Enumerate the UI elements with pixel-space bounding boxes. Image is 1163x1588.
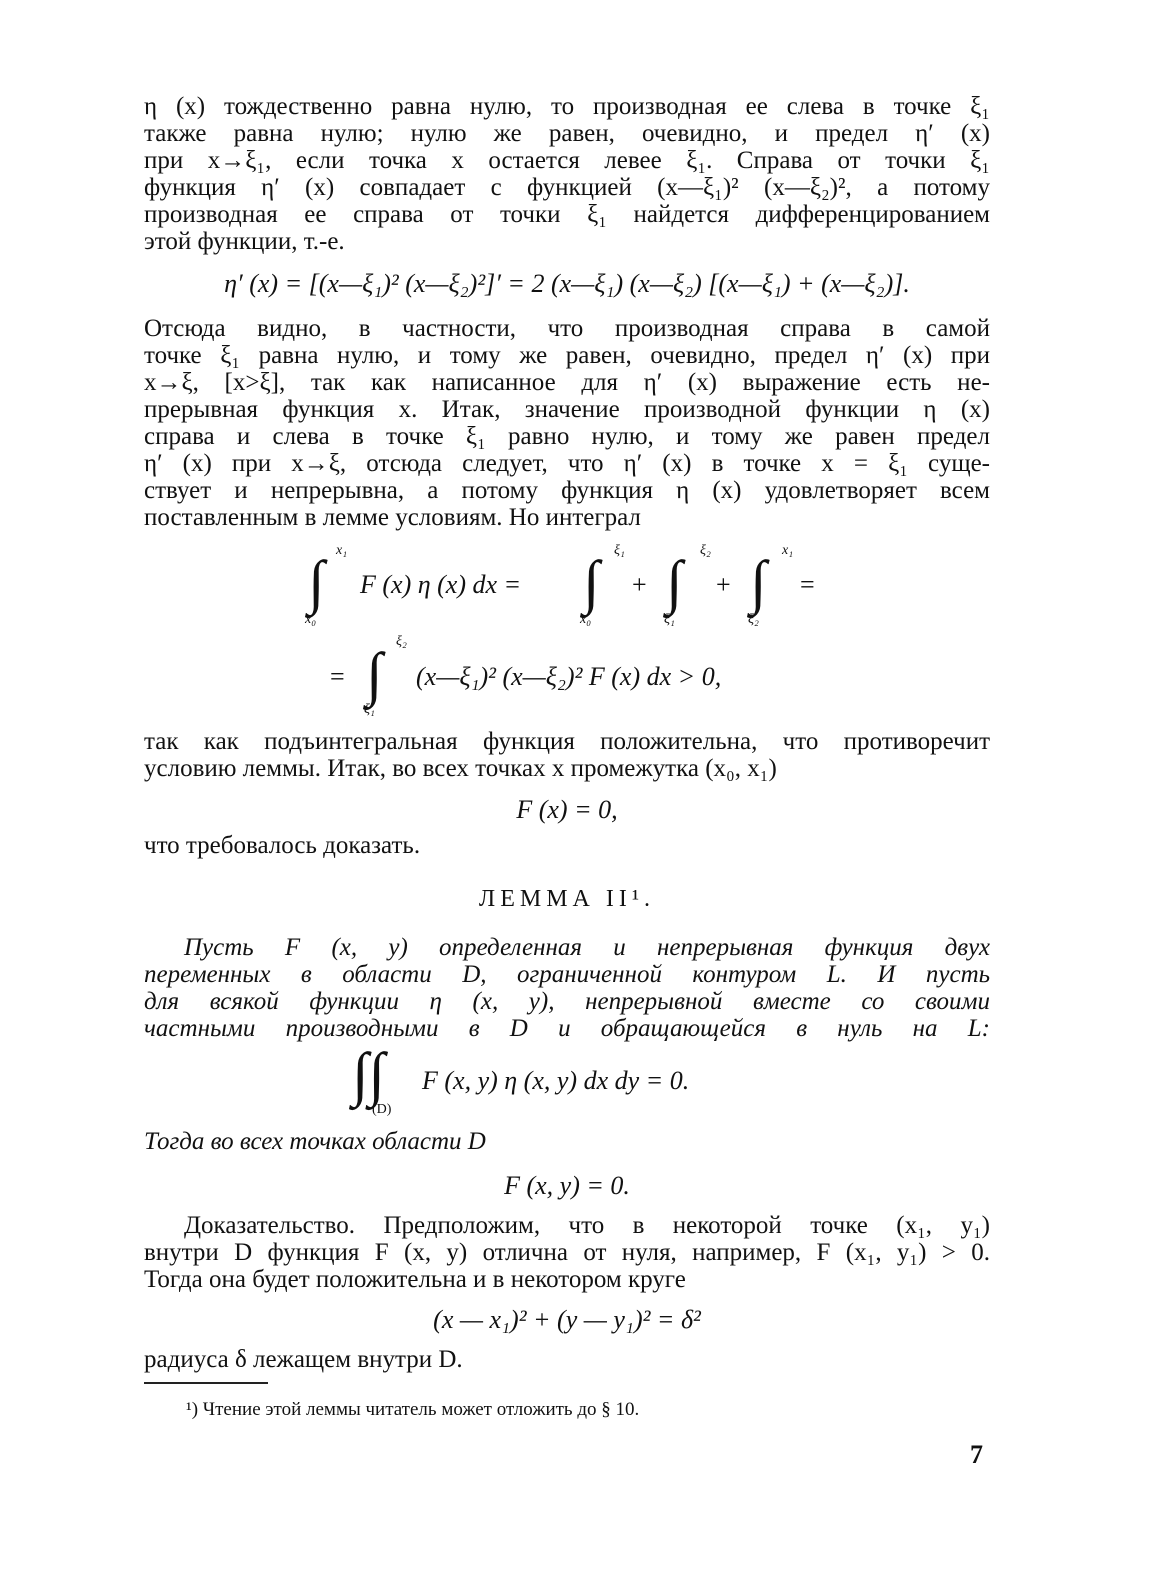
integral-sign: ∫ (366, 641, 383, 707)
text-line: функция η′ (x) совпадает с функцией (x—ξ₁)² (x—ξ₂)², а потому (144, 174, 990, 201)
text-line: при x→ξ₁, если точка x остается левее ξ₁. Справа от точки ξ₁ (144, 147, 990, 174)
footnote-rule (144, 1382, 268, 1384)
formula-Fxy-zero: F (x, y) = 0. (504, 1171, 630, 1200)
text-line: Тогда она будет положительна и в некотором круге (144, 1266, 686, 1293)
plus-sign: + (716, 570, 731, 599)
integral-integrand: (x—ξ₁)² (x—ξ₂)² F (x) dx > 0, (416, 662, 722, 691)
integral-domain: (D) (372, 1102, 392, 1117)
text-line: точке ξ₁ равна нулю, и тому же равен, очевидно, предел η′ (x) при (144, 342, 990, 369)
text-line: производная ее справа от точки ξ₁ найдется дифференцированием (144, 201, 990, 228)
text-line: радиуса δ лежащем внутри D. (144, 1346, 463, 1373)
text-line: так как подъинтегральная функция положительна, что противоречит (144, 728, 990, 755)
text-line: η′ (x) при x→ξ, отсюда следует, что η′ (x) в точке x = ξ₁ суще- (144, 450, 990, 477)
integral-lower-limit: ξ₁ (364, 702, 375, 717)
text-line: частными производными в D и обращающейся в нуль на L: (144, 1015, 990, 1042)
integral-upper-limit: x₁ (336, 543, 348, 558)
circle-formula: (x — x₁)² + (y — y₁)² = δ² (433, 1305, 701, 1334)
text-line: ствует и непрерывна, а потому функция η (x) удовлетворяет всем (144, 477, 990, 504)
text-line: внутри D функция F (x, y) отлична от нуля, например, F (x₁, y₁) > 0. (144, 1239, 990, 1266)
text-line: прерывная функция x. Итак, значение производной функции η (x) (144, 396, 990, 423)
text-line: этой функции, т.-е. (144, 228, 345, 255)
integral-upper-limit: ξ₂ (700, 543, 711, 558)
text-line: Пусть F (x, y) определенная и непрерывная функция двух (184, 934, 990, 961)
integral-integrand: F (x) η (x) dx = (360, 570, 522, 599)
integral-upper-limit: x₁ (782, 543, 794, 558)
derivative-formula: η′ (x) = [(x—ξ₁)² (x—ξ₂)²]′ = 2 (x—ξ₁) (x—ξ₂) [(x—ξ₁) + (x—ξ₂)]. (224, 269, 910, 298)
integral-lower-limit: x₀ (580, 612, 592, 627)
integral-lower-limit: x₀ (305, 612, 317, 627)
text-line: переменных в области D, ограниченной контуром L. И пусть (144, 961, 990, 988)
text-line: также равна нулю; нулю же равен, очевидно, и предел η′ (x) (144, 120, 990, 147)
footnote: ¹) Чтение этой леммы читатель может отложить до § 10. (186, 1399, 640, 1420)
text-line: x→ξ, [x>ξ], так как написанное для η′ (x) выражение есть не- (144, 369, 990, 396)
text-line: для всякой функции η (x, y), непрерывной вместе со своими (144, 988, 990, 1015)
plus-sign: + (632, 570, 647, 599)
text-line: η (x) тождественно равна нулю, то производная ее слева в точке ξ₁ (144, 93, 990, 120)
integral-upper-limit: ξ₁ (614, 543, 625, 558)
text-line: условию леммы. Итак, во всех точках x промежутка (x₀, x₁) (144, 755, 777, 782)
text-line: поставленным в лемме условиям. Но интеграл (144, 504, 641, 531)
equals-sign: = (330, 662, 345, 691)
integral-lower-limit: ξ₂ (748, 612, 759, 627)
equals-sign: = (800, 570, 815, 599)
integral-lower-limit: ξ₁ (664, 612, 675, 627)
integral-sign: ∫ (583, 549, 600, 615)
text-line: справа и слева в точке ξ₁ равно нулю, и тому же равен предел (144, 423, 990, 450)
text-line: Отсюда видно, в частности, что производная справа в самой (144, 315, 990, 342)
formula-Fx-zero: F (x) = 0, (516, 795, 618, 824)
qed-line: что требовалось доказать. (144, 832, 421, 859)
integral-sign: ∫ (666, 549, 683, 615)
page-number: 7 (970, 1440, 983, 1469)
integral-sign: ∫ (308, 549, 325, 615)
double-integral-expression: F (x, y) η (x, y) dx dy = 0. (422, 1066, 690, 1095)
then-line: Тогда во всех точках области D (144, 1128, 486, 1155)
integral-sign: ∫ (750, 549, 767, 615)
integral-upper-limit: ξ₂ (396, 634, 407, 649)
double-integral-sign: ∫∫ (352, 1041, 385, 1107)
lemma-heading: ЛЕММА II¹. (478, 886, 656, 912)
text-line: Доказательство. Предположим, что в некоторой точке (x₁, y₁) (184, 1212, 990, 1239)
